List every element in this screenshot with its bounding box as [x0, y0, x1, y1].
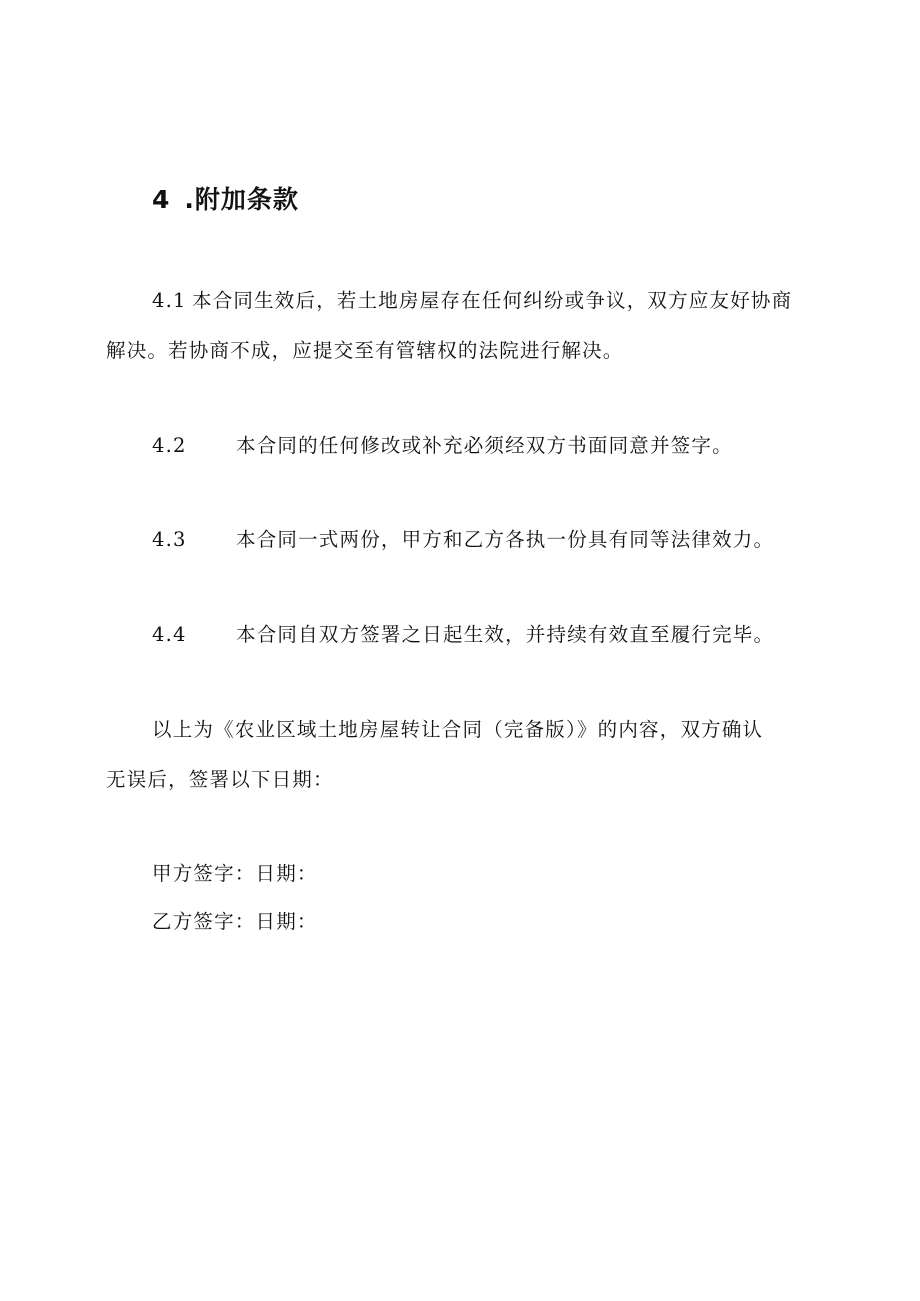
clause-number: 4.1 — [152, 289, 187, 312]
clause-4-2 — [152, 430, 733, 458]
clause-text: 本合同自双方签署之日起生效，并持续有效直至履行完毕。 — [236, 623, 775, 646]
clause-number: 4.3 — [152, 528, 187, 551]
clause-4-4 — [152, 619, 774, 647]
section-number: 4 — [152, 185, 171, 214]
party-b-signature-line: 乙方签字：日期： — [152, 910, 318, 933]
clause-text: 本合同生效后，若土地房屋存在任何纠纷或争议，双方应友好协商 — [192, 289, 793, 312]
section-title: .附加条款 — [184, 185, 299, 214]
party-a-signature-line: 甲方签字：日期： — [152, 862, 318, 885]
clause-text: 本合同的任何修改或补充必须经双方书面同意并签字。 — [236, 434, 733, 457]
clause-number: 4.4 — [152, 623, 187, 646]
closing-line2: 无误后，签署以下日期： — [106, 768, 334, 791]
closing-line1: 以上为《农业区域土地房屋转让合同（完备版）》的内容，双方确认 — [152, 718, 764, 741]
section-heading — [152, 180, 299, 216]
clause-4-3 — [152, 524, 774, 552]
clause-4-1-line1 — [152, 285, 792, 313]
clause-text: 本合同一式两份，甲方和乙方各执一份具有同等法律效力。 — [236, 528, 775, 551]
clause-number: 4.2 — [152, 434, 187, 457]
clause-4-1-line2: 解决。若协商不成，应提交至有管辖权的法院进行解决。 — [106, 339, 624, 362]
